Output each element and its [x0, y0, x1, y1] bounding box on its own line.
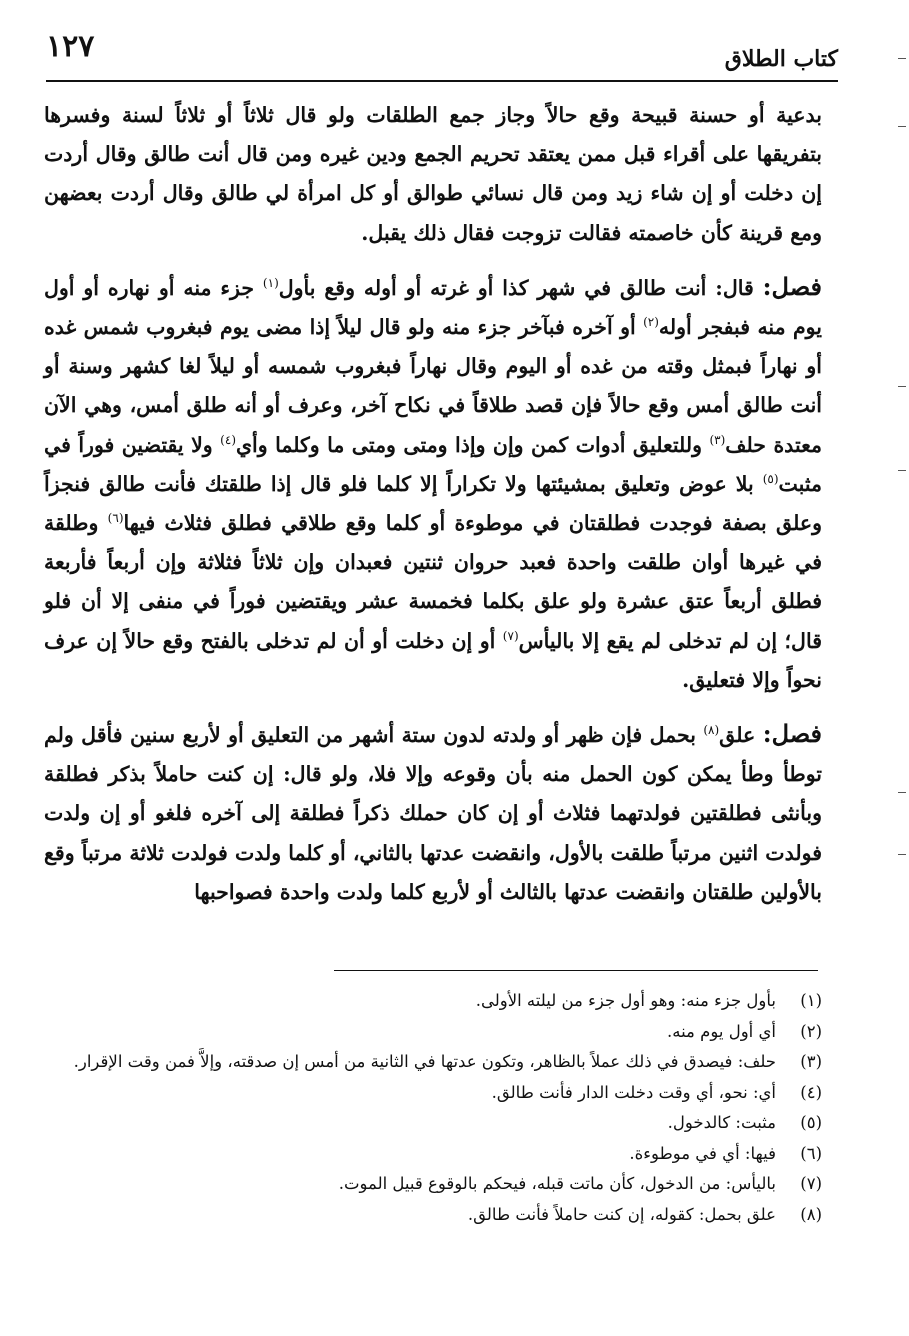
main-text [44, 96, 822, 926]
footnote-item [40, 1169, 822, 1200]
footnote-text: فيها: أي في موطوءة. [629, 1143, 776, 1163]
footnote-text: علق بحمل: كقوله، إن كنت حاملاً فأنت طالق. [467, 1204, 776, 1224]
footnote-text: أي: نحو، أي وقت دخلت الدار فأنت طالق. [491, 1082, 776, 1102]
footnote-number: (٦) [800, 1143, 822, 1163]
footnote-number: (١) [800, 991, 822, 1010]
paragraph-2-text: ولا يقتضين فوراً في مثبت [44, 432, 822, 496]
footnote-ref-3[interactable]: (٣) [709, 432, 726, 447]
paragraph-2-text: بلا عوض وتعليق بمشيئتها ولا تكراراً إلا كلما فلو قال إذا طلقتك فأنت طالق فنجزاً وعلق بصفة فوجدت فطلقتان في موطوءة أو كلما وقع طلاقي فطلق فثلاث فيها [44, 471, 822, 536]
footnote-ref-8[interactable]: (٨) [703, 723, 720, 738]
footnote-number: (٨) [800, 1204, 822, 1224]
paragraph-3-text: بحمل فإن ظهر أو ولدته لدون ستة أشهر من التعليق أو لأربع سنين فأقل ولم توطأ وطأ يمكن كون الحمل منه بأن وقوعه وإلا فلا، ولو قال: إن كنت حاملاً بذكر فطلقة وبأنثى فطلقتين فولدتهما فثلاث أو إن كان حملك ذكراً فطلقة إلى آخره فلغو أو إن ولدت فولدت اثنين مرتباً طلقت بالأول، وانقضت عدتها بالثاني، أو كلما ولدت فولدت ثلاثة مرتباً وقع بالأولين طلقتان وانقضت عدتها بالثالث أو لأربع كلما ولدت واحدة فصواحبها [44, 723, 822, 904]
footnote-item [40, 1047, 822, 1078]
paragraph-2-text: جزء منه أو نهاره أو أول يوم منه فبفجر أوله [44, 275, 822, 340]
footnote-item [40, 1078, 822, 1109]
paragraph-3-text: علق [719, 723, 756, 748]
header-rule [46, 80, 838, 82]
paragraph-2-text: أو آخره فبآخر جزء منه ولو قال ليلاً إذا مضى يوم فبغروب شمس غده أو نهاراً فبمثل وقته من غده أو اليوم وقال نهاراً فبغروب شمسه أو ليلاً لغا كشهر وسنة أو أنت طالق أمس وقع حالاً فإن قصد طلاقاً في نكاح آخر، وعرف أو أنه طلق أمس، وهي الآن معتدة حلف [44, 315, 822, 457]
paragraph-2 [44, 267, 822, 700]
footnote-ref-4[interactable]: (٤) [220, 432, 236, 447]
margin-mark [898, 854, 906, 855]
book-title: كتاب الطلاق [724, 46, 838, 72]
footnote-item [40, 1108, 822, 1139]
footnote-text: مثبت: كالدخول. [667, 1113, 776, 1132]
page-number: ١٢٧ [46, 29, 95, 64]
footnote-text: حلف: فيصدق في ذلك عملاً بالظاهر، وتكون عدتها في الثانية من أمس إن صدقته، وإلاَّ فمن وقت الإقرار. [73, 1052, 776, 1071]
footnotes [40, 986, 822, 1230]
footnote-number: (٢) [800, 1021, 822, 1041]
footnote-item [40, 1200, 822, 1231]
footnote-text: أي أول يوم منه. [666, 1021, 776, 1041]
footnote-item [40, 986, 822, 1017]
section-keyword: فصل: [762, 271, 822, 301]
footnote-ref-5[interactable]: (٥) [762, 472, 779, 486]
footnote-ref-1[interactable]: (١) [262, 275, 279, 290]
footnote-item [40, 1139, 822, 1170]
paragraph-2-text: أو إن دخلت أو أن لم تدخلى بالفتح وقع حالاً إن عرف نحواً وإلا فتعليق. [44, 628, 822, 692]
paragraph-3 [44, 714, 822, 912]
footnote-number: (٥) [800, 1113, 822, 1132]
footnote-number: (٤) [800, 1082, 822, 1102]
footnote-text: باليأس: من الدخول، كأن ماتت قبله، فيحكم بالوقوع قبيل الموت. [338, 1174, 776, 1193]
margin-mark [898, 58, 906, 59]
paragraph-2-text: قال: أنت طالق في شهر كذا أو غرته أو أوله وقع بأول [278, 275, 754, 300]
footnote-text: بأول جزء منه: وهو أول جزء من ليلته الأولى. [475, 991, 776, 1010]
margin-mark [898, 470, 906, 471]
margin-mark [898, 386, 906, 387]
page-header [46, 30, 838, 78]
footnote-ref-2[interactable]: (٢) [643, 315, 659, 330]
margin-mark [898, 126, 906, 127]
footnote-item [40, 1017, 822, 1048]
footnote-separator [334, 970, 818, 971]
footnote-ref-6[interactable]: (٦) [107, 511, 124, 526]
section-keyword: فصل: [762, 719, 823, 749]
footnote-number: (٧) [800, 1174, 822, 1193]
paragraph-2-text: وللتعليق أدوات كمن وإن وإذا ومتى ومتى ما وكلما وأي [236, 432, 702, 457]
paragraph-1 [44, 96, 822, 253]
footnote-ref-7[interactable]: (٧) [502, 628, 519, 643]
margin-mark [898, 792, 906, 793]
paragraph-2-text: وطلقة في غيرها أوان طلقت واحدة فعبد حروان ثنتين فعبدان وإن ثلاثاً فثلاثة وإن أربعاً فأربعة فطلق أربعاً عتق عشرة ولو علق بكلما فخمسة عشر ويقتضين فوراً في منفى إلا أن فلو قال؛ إن لم تدخلى لم يقع إلا باليأس [44, 511, 822, 653]
paragraph-1-text: بدعية أو حسنة قبيحة وقع حالاً وجاز جمع الطلقات ولو قال ثلاثاً أو ثلاثاً لسنة وفسرها بتفريقها على أقراء قبل ممن يعتقد تحريم الجمع ودين غيره ومن قال أنت طالق وقال أردت إن دخلت أو إن شاء زيد ومن قال نسائي طوالق أو كل امرأة لي طالق وقال أردت بعضهن ومع قرينة كأن خاصمته فقالت تزوجت فقال ذلك يقبل. [44, 103, 822, 245]
footnote-number: (٣) [800, 1052, 822, 1071]
